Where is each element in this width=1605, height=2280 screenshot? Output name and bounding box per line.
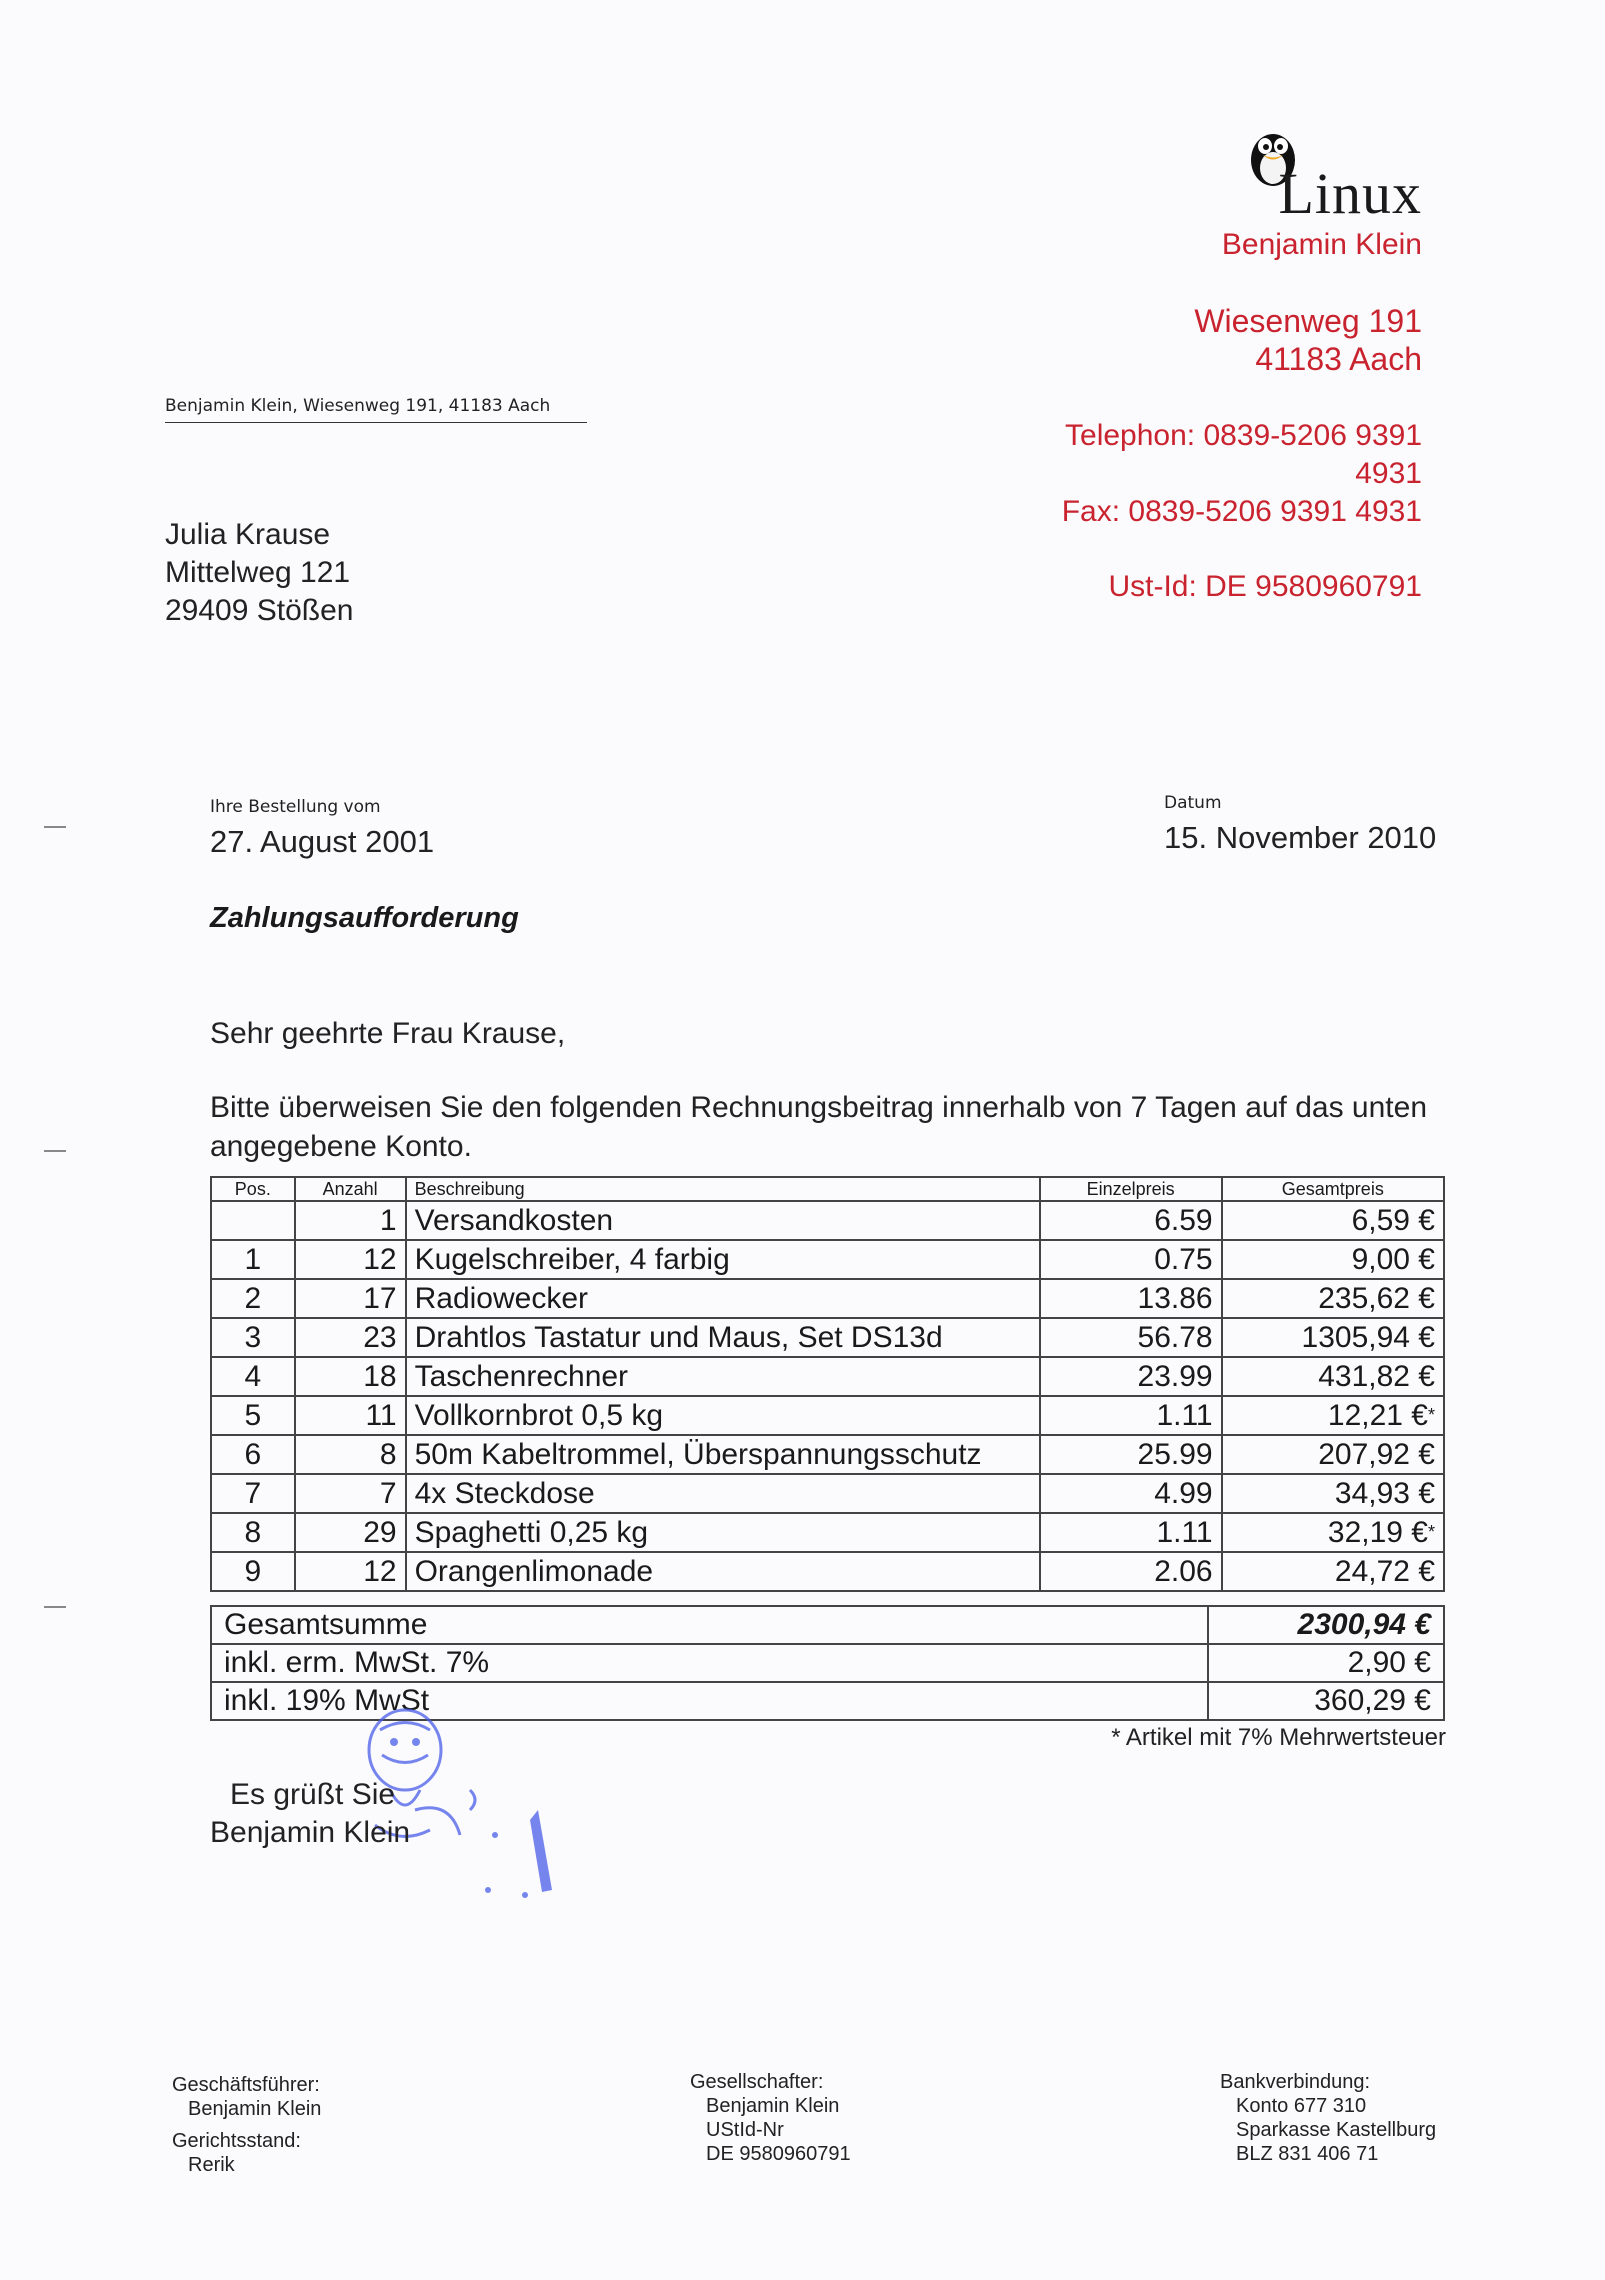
cell-unit-price-text: 6.59 — [1154, 1204, 1213, 1237]
cell-qty-text: 7 — [379, 1477, 397, 1510]
return-address: Benjamin Klein, Wiesenweg 191, 41183 Aach — [165, 396, 587, 423]
cell-pos — [211, 1240, 295, 1279]
cell-qty-text: 8 — [379, 1438, 397, 1471]
footer-vat-value: DE 9580960791 — [706, 2143, 851, 2165]
cell-description — [406, 1240, 1040, 1279]
cell-description-text: Radiowecker — [414, 1282, 589, 1315]
cell-pos — [211, 1357, 295, 1396]
cell-qty — [295, 1201, 406, 1240]
cell-qty-text: 12 — [363, 1555, 397, 1588]
cell-qty-text: 11 — [365, 1399, 397, 1432]
header-qty: Anzahl — [295, 1177, 406, 1201]
fold-mark-middle — [44, 1150, 66, 1152]
footer-court-label: Gerichtsstand: — [172, 2130, 301, 2152]
sum-value: 2300,94 € — [1208, 1606, 1444, 1644]
cell-description-text: Taschenrechner — [414, 1360, 629, 1393]
cell-pos-text: 6 — [244, 1438, 262, 1471]
sender-vat-id: Ust-Id: DE 9580960791 — [1108, 570, 1422, 603]
cell-total-price-text: 24,72 € — [1334, 1555, 1435, 1588]
cell-total-price — [1222, 1435, 1444, 1474]
cell-description — [406, 1513, 1040, 1552]
salutation: Sehr geehrte Frau Krause, — [210, 1017, 566, 1050]
cell-pos-text: 5 — [244, 1399, 262, 1432]
closing-name: Benjamin Klein — [210, 1816, 411, 1849]
cell-pos — [211, 1396, 295, 1435]
cell-description — [406, 1435, 1040, 1474]
table-row — [211, 1396, 1444, 1435]
cell-qty — [295, 1240, 406, 1279]
table-row — [211, 1357, 1444, 1396]
footer-vat-label: UStId-Nr — [706, 2119, 784, 2141]
cell-description-text: Spaghetti 0,25 kg — [414, 1516, 649, 1549]
cell-qty — [295, 1513, 406, 1552]
recipient-street: Mittelweg 121 — [165, 556, 351, 589]
footer-partner-name: Benjamin Klein — [706, 2095, 840, 2117]
cell-qty — [295, 1279, 406, 1318]
cell-pos — [211, 1279, 295, 1318]
cell-qty-text: 29 — [363, 1516, 397, 1549]
cell-total-price — [1222, 1318, 1444, 1357]
cell-unit-price — [1040, 1552, 1222, 1591]
totals-row-sum — [211, 1606, 1444, 1644]
cell-unit-price — [1040, 1201, 1222, 1240]
cell-unit-price-text: 0.75 — [1154, 1243, 1213, 1276]
footer-bank-label: Bankverbindung: — [1220, 2071, 1371, 2093]
cell-pos-text: 3 — [244, 1321, 262, 1354]
vat-label: inkl. 19% MwSt — [211, 1682, 1208, 1720]
reduced-vat-value: 2,90 € — [1208, 1644, 1444, 1682]
cell-unit-price — [1040, 1240, 1222, 1279]
fold-mark-top — [44, 826, 66, 828]
cell-unit-price — [1040, 1357, 1222, 1396]
footer-court-value: Rerik — [188, 2154, 235, 2176]
cell-total-price-text: 9,00 € — [1351, 1243, 1435, 1276]
closing-greeting: Es grüßt Sie — [230, 1778, 396, 1811]
cell-qty-text: 1 — [379, 1204, 397, 1237]
cell-description-text: 4x Steckdose — [414, 1477, 595, 1510]
cell-pos-text: 9 — [244, 1555, 262, 1588]
document-date: 15. November 2010 — [1164, 820, 1437, 855]
cell-total-price-text: 34,93 € — [1334, 1477, 1435, 1510]
footer-partners — [690, 2070, 851, 2166]
table-row — [211, 1513, 1444, 1552]
header-description: Beschreibung — [406, 1177, 1040, 1201]
cell-unit-price-text: 13.86 — [1137, 1282, 1213, 1315]
table-row — [211, 1279, 1444, 1318]
document-date-label: Datum — [1164, 793, 1222, 813]
footer-ceo-label: Geschäftsführer: — [172, 2074, 320, 2096]
cell-pos — [211, 1552, 295, 1591]
footer-management — [172, 2073, 321, 2177]
cell-qty — [295, 1318, 406, 1357]
items-table — [210, 1176, 1445, 1592]
sender-name: Benjamin Klein — [1221, 228, 1422, 261]
cell-pos-text: 8 — [244, 1516, 262, 1549]
logo-wordmark: Linux — [1278, 161, 1422, 226]
sender-city: 41183 Aach — [1255, 341, 1422, 377]
recipient-city: 29409 Stößen — [165, 594, 354, 627]
table-row — [211, 1201, 1444, 1240]
footer-account: Konto 677 310 — [1236, 2095, 1367, 2117]
cell-pos — [211, 1513, 295, 1552]
cell-description-text: 50m Kabeltrommel, Überspannungsschutz — [414, 1438, 982, 1471]
cell-pos — [211, 1201, 295, 1240]
cell-total-price — [1222, 1201, 1444, 1240]
closing — [210, 1776, 410, 1852]
header-unit-price: Einzelpreis — [1040, 1177, 1222, 1201]
table-header-row — [211, 1177, 1444, 1201]
cell-total-price-text: 1305,94 € — [1301, 1321, 1435, 1354]
header-total-price: Gesamtpreis — [1222, 1177, 1444, 1201]
cell-unit-price — [1040, 1279, 1222, 1318]
cell-description — [406, 1396, 1040, 1435]
sender-phone-cont: 4931 — [1355, 457, 1422, 490]
cell-total-price — [1222, 1513, 1444, 1552]
cell-total-price-text: 207,92 € — [1318, 1438, 1435, 1471]
footer-bank-name: Sparkasse Kastellburg — [1236, 2119, 1437, 2141]
cell-qty — [295, 1474, 406, 1513]
cell-pos — [211, 1435, 295, 1474]
cell-total-price — [1222, 1279, 1444, 1318]
cell-pos-text: 2 — [244, 1282, 262, 1315]
cell-unit-price — [1040, 1474, 1222, 1513]
table-row — [211, 1318, 1444, 1357]
sender-contact — [1062, 417, 1422, 531]
table-row — [211, 1552, 1444, 1591]
vat-value: 360,29 € — [1208, 1682, 1444, 1720]
cell-description — [406, 1279, 1040, 1318]
cell-qty — [295, 1396, 406, 1435]
cell-qty — [295, 1435, 406, 1474]
sum-label: Gesamtsumme — [211, 1606, 1208, 1644]
cell-unit-price-text: 2.06 — [1154, 1555, 1213, 1588]
cell-qty-text: 23 — [363, 1321, 397, 1354]
cell-unit-price-text: 23.99 — [1137, 1360, 1213, 1393]
recipient-address — [165, 516, 353, 630]
cell-unit-price-text: 4.99 — [1154, 1477, 1213, 1510]
cell-qty-text: 18 — [363, 1360, 397, 1393]
cell-pos-text: 7 — [244, 1477, 262, 1510]
table-row — [211, 1474, 1444, 1513]
cell-description-text: Vollkornbrot 0,5 kg — [414, 1399, 664, 1432]
cell-description-text: Drahtlos Tastatur und Maus, Set DS13d — [414, 1321, 943, 1354]
cell-total-price — [1222, 1474, 1444, 1513]
table-row — [211, 1435, 1444, 1474]
cell-total-price — [1222, 1357, 1444, 1396]
sender-phone: Telephon: 0839-5206 9391 — [1065, 419, 1422, 452]
footnote: * Artikel mit 7% Mehrwertsteuer — [1111, 1724, 1446, 1751]
footer-partner-label: Gesellschafter: — [690, 2071, 824, 2093]
cell-description — [406, 1318, 1040, 1357]
cell-unit-price — [1040, 1435, 1222, 1474]
order-date-label: Ihre Bestellung vom — [210, 797, 381, 817]
cell-description-text: Versandkosten — [414, 1204, 614, 1237]
cell-description-text: Kugelschreiber, 4 farbig — [414, 1243, 730, 1276]
cell-qty — [295, 1552, 406, 1591]
cell-total-price-text: 235,62 € — [1318, 1282, 1435, 1315]
items-body — [211, 1201, 1444, 1591]
cell-description — [406, 1552, 1040, 1591]
cell-total-price-text: 32,19 € — [1327, 1516, 1428, 1549]
reduced-vat-label: inkl. erm. MwSt. 7% — [211, 1644, 1208, 1682]
cell-pos-text: 1 — [244, 1243, 262, 1276]
cell-unit-price — [1040, 1318, 1222, 1357]
cell-qty-text: 17 — [363, 1282, 397, 1315]
body-text: Bitte überweisen Sie den folgenden Rechnungsbeitrag innerhalb von 7 Tagen auf das unten angegebene Konto. — [210, 1091, 1428, 1163]
cell-description — [406, 1474, 1040, 1513]
footer-ceo-name: Benjamin Klein — [188, 2098, 322, 2120]
reduced-vat-marker: * — [1427, 1522, 1435, 1542]
cell-description-text: Orangenlimonade — [414, 1555, 654, 1588]
cell-unit-price — [1040, 1396, 1222, 1435]
footer-blz: BLZ 831 406 71 — [1236, 2143, 1379, 2165]
cell-qty-text: 12 — [363, 1243, 397, 1276]
recipient-name: Julia Krause — [165, 518, 331, 551]
cell-pos — [211, 1318, 295, 1357]
sender-street: Wiesenweg 191 — [1194, 303, 1422, 339]
cell-unit-price-text: 56.78 — [1137, 1321, 1213, 1354]
cell-total-price — [1222, 1552, 1444, 1591]
cell-unit-price-text: 1.11 — [1156, 1516, 1213, 1549]
sender-fax: Fax: 0839-5206 9391 4931 — [1061, 495, 1422, 528]
cell-total-price — [1222, 1240, 1444, 1279]
cell-total-price — [1222, 1396, 1444, 1435]
company-logo — [1182, 128, 1422, 226]
cell-total-price-text: 12,21 € — [1327, 1399, 1428, 1432]
subject-line: Zahlungsaufforderung — [210, 902, 519, 934]
order-date: 27. August 2001 — [210, 824, 435, 859]
cell-total-price-text: 431,82 € — [1318, 1360, 1435, 1393]
fold-mark-bottom — [44, 1606, 66, 1608]
cell-description — [406, 1357, 1040, 1396]
table-row — [211, 1240, 1444, 1279]
sender-address — [1194, 302, 1422, 378]
footer-bank — [1220, 2070, 1436, 2166]
cell-total-price-text: 6,59 € — [1351, 1204, 1435, 1237]
cell-description — [406, 1201, 1040, 1240]
reduced-vat-marker: * — [1427, 1405, 1435, 1425]
cell-unit-price-text: 1.11 — [1156, 1399, 1213, 1432]
cell-unit-price — [1040, 1513, 1222, 1552]
cell-pos — [211, 1474, 295, 1513]
cell-qty — [295, 1357, 406, 1396]
cell-unit-price-text: 25.99 — [1137, 1438, 1213, 1471]
header-pos: Pos. — [211, 1177, 295, 1201]
cell-pos-text: 4 — [244, 1360, 262, 1393]
